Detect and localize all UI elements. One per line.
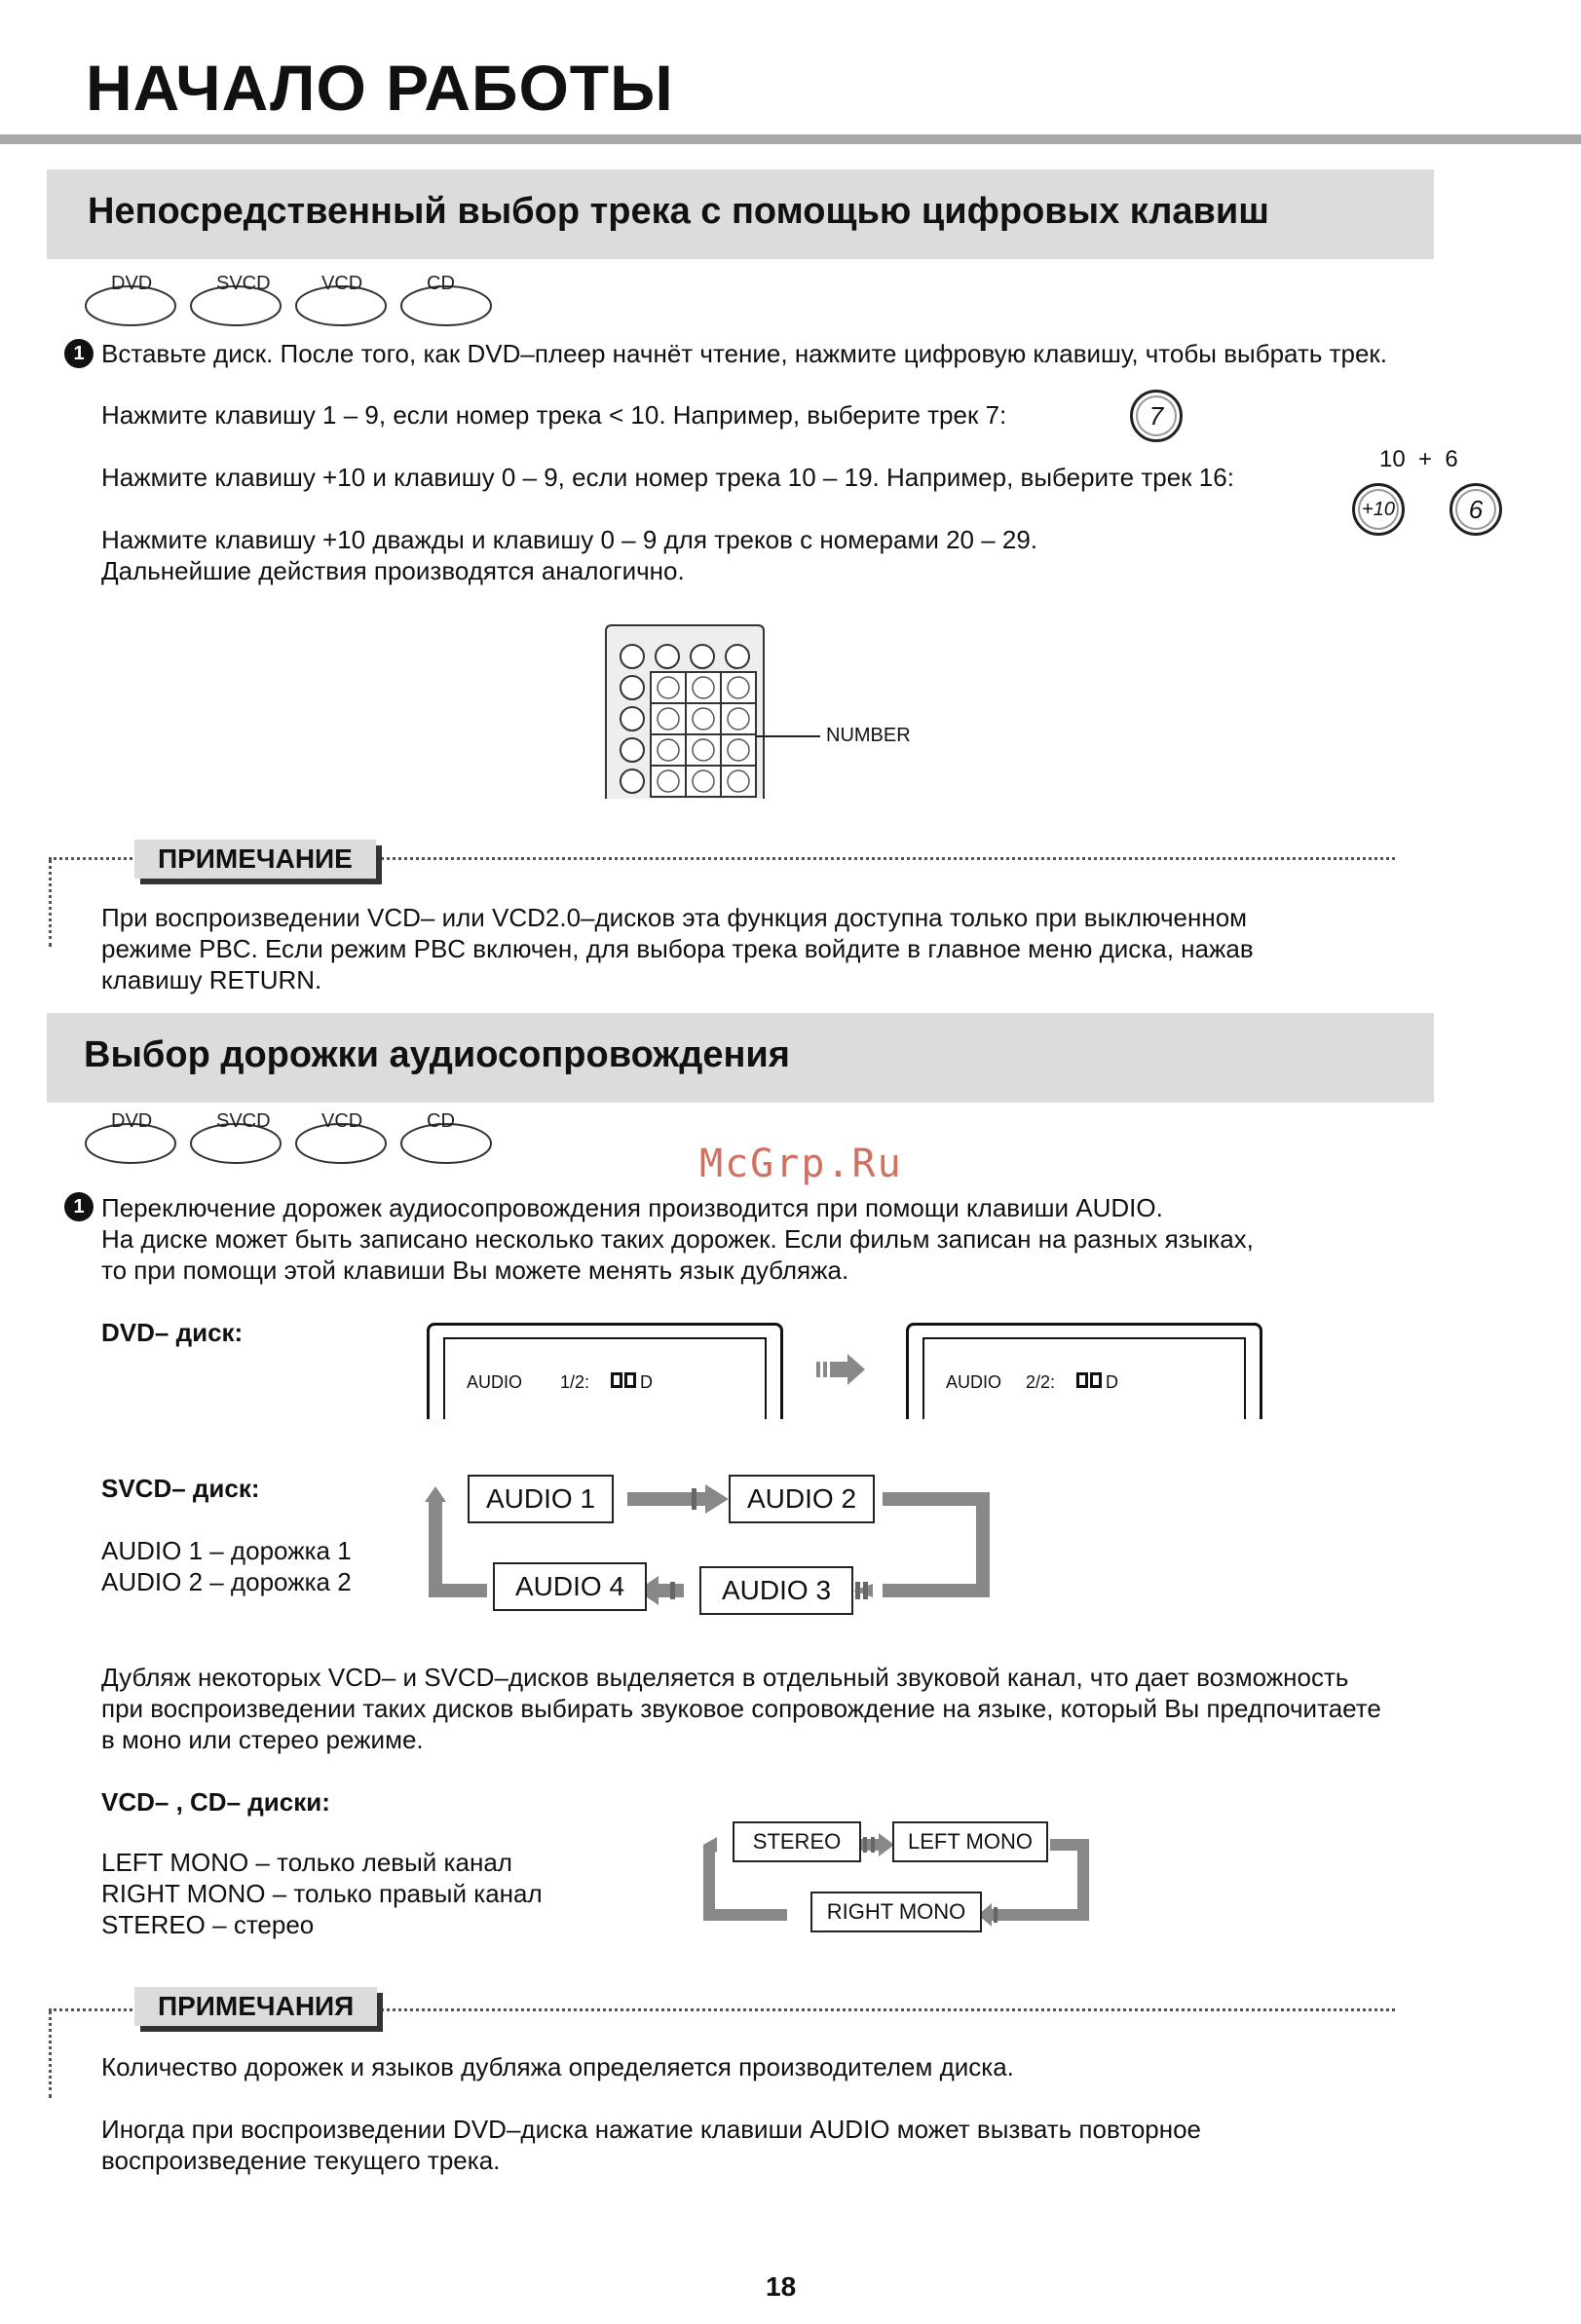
section1-line2: Нажмите клавишу +10 и клавишу 0 – 9, если номер трека 10 – 19. Например, выберите трек 16: (101, 463, 1234, 492)
section1-heading: Непосредственный выбор трека с помощью цифровых клавиш (88, 191, 1269, 232)
note2-label: ПРИМЕЧАНИЯ (134, 1987, 377, 2026)
key-plus10-icon: +10 (1352, 483, 1405, 536)
svcd-disc-icon: SVCD (189, 1110, 282, 1167)
note2-line: Иногда при воспроизведении DVD–диска нажатие клавиши AUDIO может вызвать повторное (101, 2115, 1202, 2144)
note1-line: режиме PBC. Если режим PBC включен, для выбора трека войдите в главное меню диска, нажав (101, 934, 1254, 963)
osd-format-text: D (1106, 1372, 1118, 1392)
section2-line: то при помощи этой клавиши Вы можете менять язык дубляжа. (101, 1256, 849, 1285)
dub-line: Дубляж некоторых VCD– и SVCD–дисков выделяется в отдельный звуковой канал, что дает возможность (101, 1663, 1349, 1692)
osd-audio-text: AUDIO (946, 1372, 1002, 1392)
vcd-disc-icon: VCD (294, 1110, 388, 1167)
dvd-disc-icon: DVD (84, 273, 177, 329)
svcd-disc-label: SVCD– диск: (101, 1474, 260, 1503)
osd-audio-text: AUDIO (467, 1372, 523, 1392)
title-rule (0, 134, 1581, 144)
remote-callout-line (756, 735, 820, 737)
audio-2-box: AUDIO 2 (729, 1475, 875, 1523)
vcd-desc-line: LEFT MONO – только левый канал (101, 1848, 512, 1877)
note1-line: клавишу RETURN. (101, 965, 322, 994)
svcd-desc-line: AUDIO 1 – дорожка 1 (101, 1536, 352, 1565)
next-arrow-icon (816, 1354, 865, 1390)
osd-screen-1 (427, 1323, 783, 1419)
vcd-desc-line: RIGHT MONO – только правый канал (101, 1879, 543, 1908)
osd-format-text: D (640, 1372, 653, 1392)
osd-track-text: 1/2: (560, 1372, 590, 1392)
section2-heading-band (47, 1013, 1434, 1103)
step-bullet: 1 (64, 1192, 94, 1221)
dub-line: в моно или стерео режиме. (101, 1725, 424, 1754)
osd-track-text: 2/2: (1026, 1372, 1056, 1392)
cd-disc-icon: CD (399, 273, 493, 329)
remote-number-keys-illustration (604, 623, 766, 799)
combo-label: 10 + 6 (1379, 446, 1458, 472)
vcd-cd-label: VCD– , CD– диски: (101, 1787, 330, 1817)
dvd-disc-icon: DVD (84, 1110, 177, 1167)
note1-line: При воспроизведении VCD– или VCD2.0–дисков эта функция доступна только при выключенном (101, 903, 1248, 932)
section2-heading: Выбор дорожки аудиосопровождения (84, 1034, 790, 1075)
right-mono-box: RIGHT MONO (810, 1892, 982, 1932)
note2-dotted-side (49, 2010, 52, 2098)
section2-line: Переключение дорожек аудиосопровождения производится при помощи клавиши AUDIO. (101, 1193, 1163, 1222)
section1-line1: Нажмите клавишу 1 – 9, если номер трека < 10. Например, выберите трек 7: (101, 400, 1007, 430)
section1-step-text: Вставьте диск. После того, как DVD–плеер начнёт чтение, нажмите цифровую клавишу, чтобы выбрать трек. (101, 339, 1388, 368)
left-mono-box: LEFT MONO (892, 1821, 1048, 1862)
audio-3-box: AUDIO 3 (699, 1566, 853, 1615)
step-bullet: 1 (64, 339, 94, 368)
audio-4-box: AUDIO 4 (493, 1562, 647, 1611)
note1-label: ПРИМЕЧАНИЕ (134, 840, 376, 879)
vcd-desc-line: STEREO – стерео (101, 1910, 315, 1939)
dolby-icon (611, 1372, 636, 1393)
section1-heading-band (47, 169, 1434, 259)
note2-line: воспроизведение текущего трека. (101, 2146, 501, 2175)
page-number: 18 (766, 2271, 797, 2302)
section2-line: На диске может быть записано несколько таких дорожек. Если фильм записан на разных языках, (101, 1224, 1254, 1254)
remote-number-label: NUMBER (826, 725, 911, 746)
watermark: McGrp.Ru (699, 1142, 903, 1186)
dvd-disc-label: DVD– диск: (101, 1318, 244, 1347)
dolby-icon (1076, 1372, 1102, 1393)
svcd-disc-icon: SVCD (189, 273, 282, 329)
osd-screen-2 (906, 1323, 1262, 1419)
dub-line: при воспроизведении таких дисков выбирать звуковое сопровождение на языке, который Вы предпочитаете (101, 1694, 1381, 1723)
section1-line4: Дальнейшие действия производятся аналогично. (101, 556, 685, 585)
cd-disc-icon: CD (399, 1110, 493, 1167)
note1-dotted-side (49, 859, 52, 947)
vcd-disc-icon: VCD (294, 273, 388, 329)
svcd-desc-line: AUDIO 2 – дорожка 2 (101, 1567, 352, 1596)
page-title: НАЧАЛО РАБОТЫ (86, 52, 674, 124)
audio-1-box: AUDIO 1 (468, 1475, 614, 1523)
section1-line3: Нажмите клавишу +10 дважды и клавишу 0 – 9 для треков с номерами 20 – 29. (101, 525, 1038, 554)
key-6-icon: 6 (1449, 483, 1502, 536)
note2-line: Количество дорожек и языков дубляжа определяется производителем диска. (101, 2052, 1014, 2081)
key-7-icon: 7 (1130, 390, 1183, 442)
stereo-box: STEREO (733, 1821, 861, 1862)
